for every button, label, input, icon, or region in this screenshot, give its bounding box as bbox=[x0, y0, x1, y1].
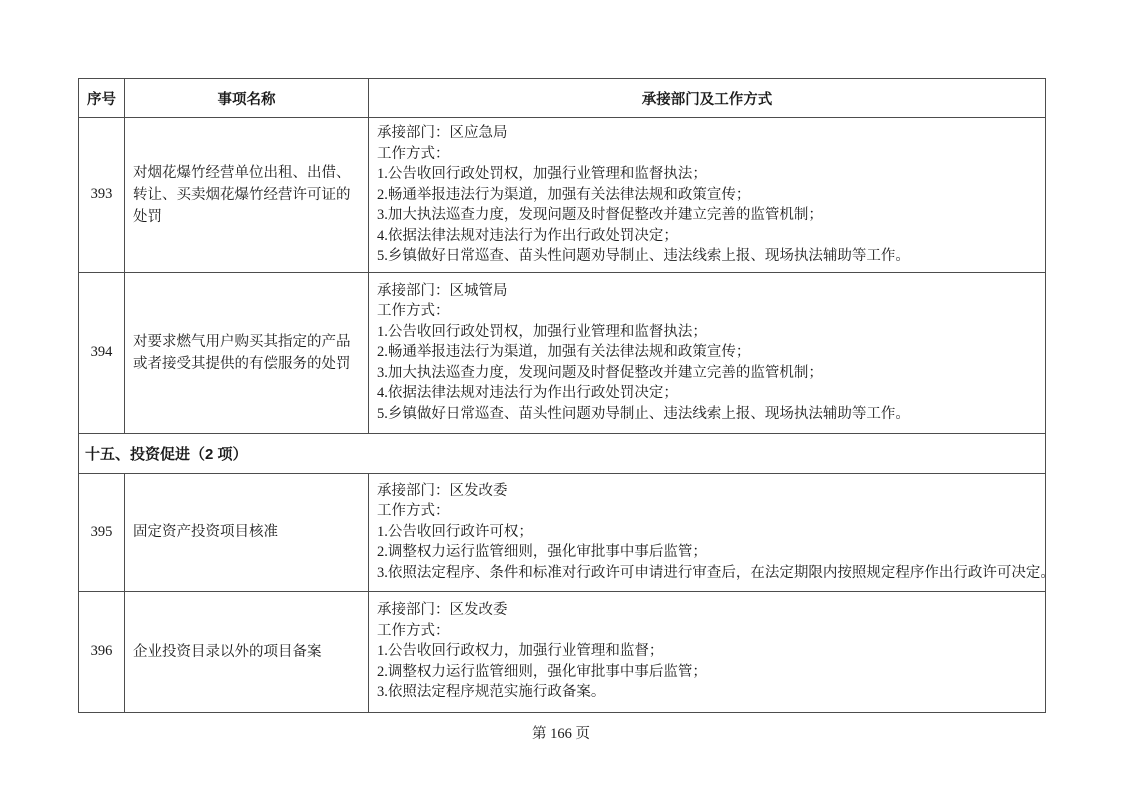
detail-line: 1.公告收回行政许可权； bbox=[377, 523, 533, 540]
detail-line: 工作方式： bbox=[377, 622, 450, 639]
table-row-393 bbox=[79, 118, 1046, 273]
detail-line: 1.公告收回行政处罚权，加强行业管理和监督执法； bbox=[377, 323, 707, 340]
row-393-number: 393 bbox=[79, 118, 125, 273]
row-396-detail bbox=[369, 591, 1046, 712]
detail-line: 工作方式： bbox=[377, 145, 450, 162]
row-394-number: 394 bbox=[79, 272, 125, 433]
detail-line: 承接部门：区发改委 bbox=[377, 482, 508, 499]
detail-line: 3.加大执法巡查力度，发现问题及时督促整改并建立完善的监管机制； bbox=[377, 364, 823, 381]
table-row-396 bbox=[79, 591, 1046, 712]
row-395-number: 395 bbox=[79, 473, 125, 591]
detail-line: 承接部门：区城管局 bbox=[377, 282, 508, 299]
detail-line: 2.畅通举报违法行为渠道，加强有关法律法规和政策宣传； bbox=[377, 344, 751, 361]
detail-line: 2.畅通举报违法行为渠道，加强有关法律法规和政策宣传； bbox=[377, 186, 751, 203]
detail-line: 承接部门：区发改委 bbox=[377, 602, 508, 619]
detail-line: 3.依照法定程序、条件和标准对行政许可申请进行审查后，在法定期限内按照规定程序作出行政许可决定。 bbox=[377, 564, 1055, 581]
row-394-item-name: 对要求燃气用户购买其指定的产品或者接受其提供的有偿服务的处罚 bbox=[125, 272, 369, 433]
header-cell-department: 承接部门及工作方式 bbox=[369, 79, 1046, 118]
page-number: 第 166 页 bbox=[532, 726, 590, 742]
section-title: 十五、投资促进（2 项） bbox=[79, 433, 1046, 473]
detail-line: 1.公告收回行政处罚权，加强行业管理和监督执法； bbox=[377, 166, 707, 182]
row-396-number: 396 bbox=[79, 591, 125, 712]
detail-line: 5.乡镇做好日常巡查、苗头性问题劝导制止、违法线索上报、现场执法辅助等工作。 bbox=[377, 405, 910, 422]
detail-line: 工作方式： bbox=[377, 503, 450, 520]
detail-line: 3.加大执法巡查力度，发现问题及时督促整改并建立完善的监管机制； bbox=[377, 207, 823, 223]
row-395-detail bbox=[369, 473, 1055, 591]
detail-line: 4.依据法律法规对违法行为作出行政处罚决定； bbox=[377, 385, 678, 402]
detail-line: 工作方式： bbox=[377, 303, 450, 320]
items-table bbox=[78, 78, 1055, 713]
detail-line: 承接部门：区应急局 bbox=[377, 125, 508, 141]
detail-line: 3.依照法定程序规范实施行政备案。 bbox=[377, 684, 606, 701]
table-row-394 bbox=[79, 272, 1046, 433]
table-row-395 bbox=[79, 473, 1046, 591]
detail-line: 2.调整权力运行监管细则，强化审批事中事后监管； bbox=[377, 663, 707, 680]
detail-line: 2.调整权力运行监管细则，强化审批事中事后监管； bbox=[377, 544, 707, 561]
table-header-row bbox=[79, 79, 1046, 118]
row-393-detail bbox=[369, 118, 1046, 273]
row-395-item-name: 固定资产投资项目核准 bbox=[125, 473, 369, 591]
header-cell-serial: 序号 bbox=[79, 79, 125, 118]
section-header-row bbox=[79, 433, 1046, 473]
row-396-item-name: 企业投资目录以外的项目备案 bbox=[125, 591, 369, 712]
row-393-item-name: 对烟花爆竹经营单位出租、出借、转让、买卖烟花爆竹经营许可证的处罚 bbox=[125, 118, 369, 273]
detail-line: 1.公告收回行政权力，加强行业管理和监督； bbox=[377, 643, 664, 660]
detail-line: 5.乡镇做好日常巡查、苗头性问题劝导制止、违法线索上报、现场执法辅助等工作。 bbox=[377, 248, 910, 264]
header-cell-item-name: 事项名称 bbox=[125, 79, 369, 118]
row-394-detail bbox=[369, 272, 1046, 433]
detail-line: 4.依据法律法规对违法行为作出行政处罚决定； bbox=[377, 227, 678, 244]
